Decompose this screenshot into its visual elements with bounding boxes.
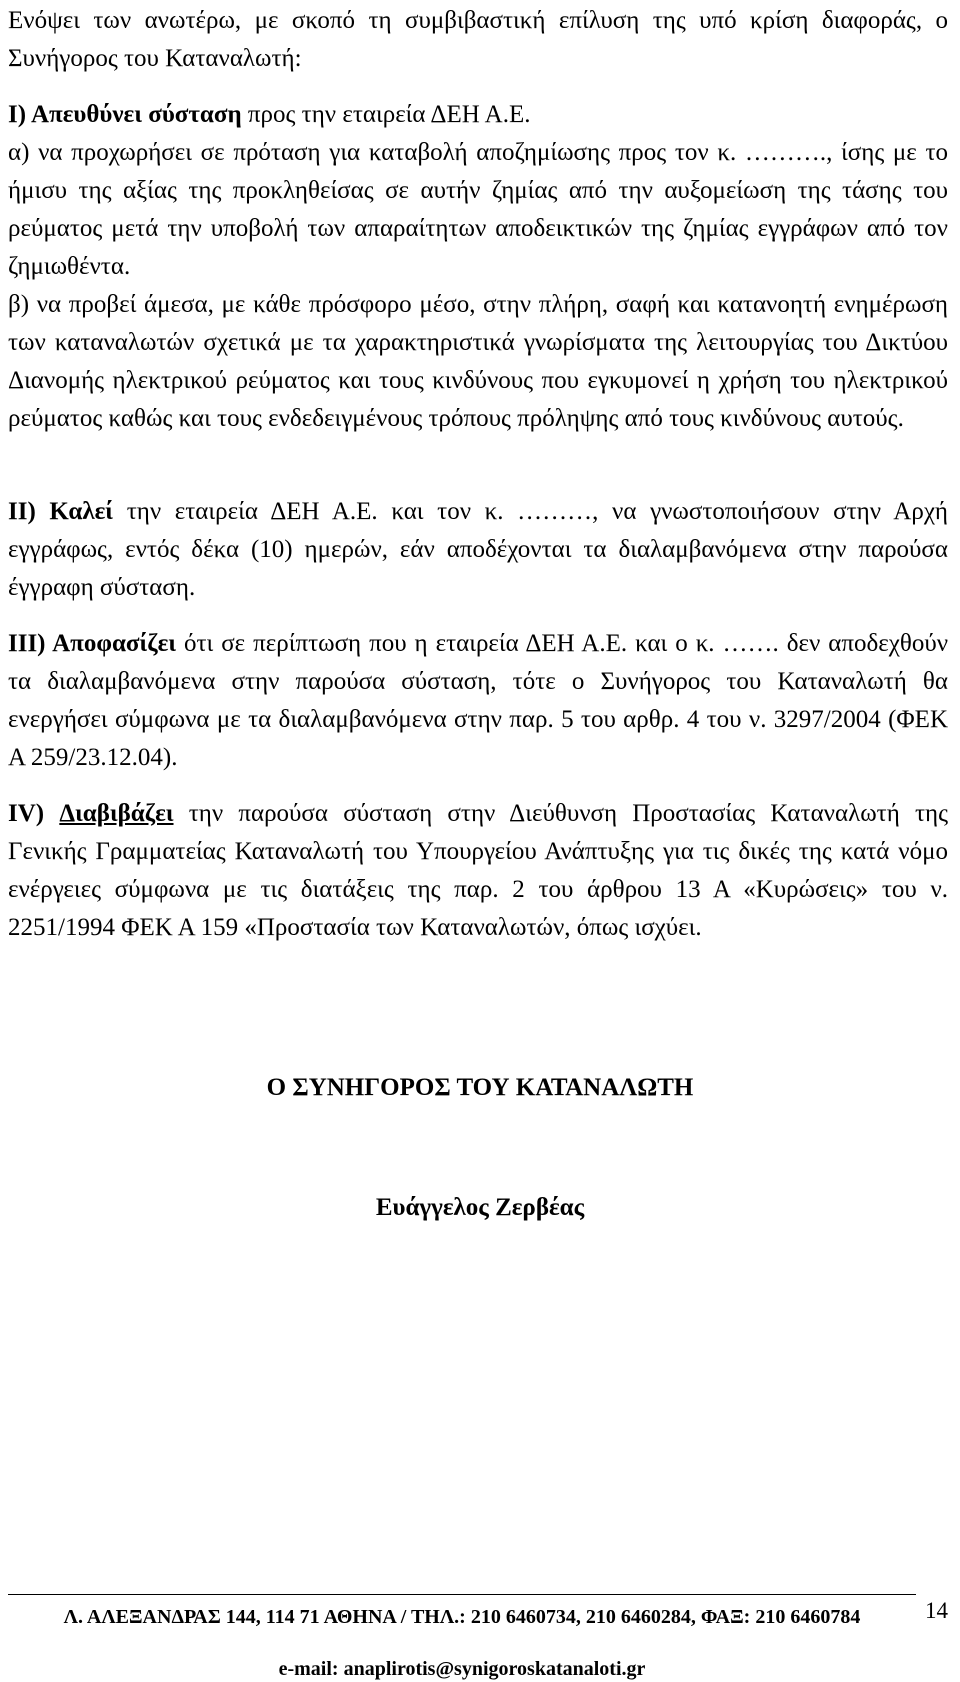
section-4-verb: Διαβιβάζει	[59, 800, 174, 827]
intro-paragraph: Ενόψει των ανωτέρω, με σκοπό τη συμβιβαστική επίλυση της υπό κρίση διαφοράς, ο Συνήγορος του Καταναλωτή:	[8, 7, 948, 72]
footer-email: e-mail: anaplirotis@synigoroskatanaloti.gr	[278, 1658, 646, 1680]
signature-title: Ο ΣΥΝΗΓΟΡΟΣ ΤΟΥ ΚΑΤΑΝΑΛΩΤΗ	[266, 1074, 694, 1101]
section-4-number: IV)	[8, 800, 60, 827]
page-number: 14	[925, 1598, 948, 1623]
section-3-paragraph	[8, 625, 948, 777]
section-1-heading	[8, 96, 948, 134]
section-3-verb: ΙΙΙ) Αποφασίζει	[8, 630, 177, 657]
footer-address: Λ. ΑΛΕΞΑΝΔΡΑΣ 144, 114 71 ΑΘΗΝΑ / ΤΗΛ.: 210 6460734, 210 6460284, ΦΑΞ: 210 6460784	[63, 1606, 861, 1628]
section-1-verb: Απευθύνει σύσταση	[30, 101, 242, 128]
section-1-item-a: α) να προχωρήσει σε πρόταση για καταβολή αποζημίωσης προς τον κ. ………., ίσης με το ήμισυ της αξίας της προκληθείσας σε αυτήν ζημίας από την αυξομείωση της τάσης του ρεύματος μετά την υποβολή των απαραίτητων αποδεικτικών της ζημίας εγγράφων από τον ζημιωθέντα.	[8, 139, 948, 280]
section-2-paragraph	[8, 493, 948, 607]
section-1-heading-rest: προς την εταιρεία ΔΕΗ Α.Ε.	[241, 101, 531, 128]
section-2-text: την εταιρεία ΔΕΗ Α.Ε. και τον κ. ………, να γνωστοποιήσουν στην Αρχή εγγράφως, εντός δέκα (10) ημερών, εάν αποδέχονται τα διαλαμβανόμενα στην παρούσα έγγραφη σύσταση.	[8, 498, 948, 601]
section-4-paragraph	[8, 795, 948, 947]
section-1-item-b: β) να προβεί άμεσα, με κάθε πρόσφορο μέσο, στην πλήρη, σαφή και κατανοητή ενημέρωση των καταναλωτών σχετικά με τα χαρακτηριστικά γνωρίσματα της λειτουργίας του Δικτύου Διανομής ηλεκτρικού ρεύματος και τους κινδύνους που εγκυμονεί η χρήση του ηλεκτρικού ρεύματος καθώς και τους ενδεδειγμένους τρόπους πρόληψης από τους κινδύνους αυτούς.	[8, 291, 948, 432]
section-1-number: Ι)	[8, 101, 31, 128]
signature-name: Ευάγγελος Ζερβέας	[375, 1194, 585, 1221]
section-4-text: την παρούσα σύσταση στην Διεύθυνση Προστασίας Καταναλωτή της Γενικής Γραμματείας Καταναλωτή του Υπουργείου Ανάπτυξης για τις δικές της κατά νόμο ενέργειες σύμφωνα με τις διατάξεις της παρ. 2 του άρθρου 13 Α «Κυρώσεις» του ν. 2251/1994 ΦΕΚ Α 159 «Προστασία των Καταναλωτών, όπως ισχύει.	[8, 800, 948, 941]
section-2-verb: ΙΙ) Καλεί	[8, 498, 114, 525]
section-3-text: ότι σε περίπτωση που η εταιρεία ΔΕΗ Α.Ε. και ο κ. ……. δεν αποδεχθούν τα διαλαμβανόμενα στην παρούσα σύσταση, τότε ο Συνήγορος του Καταναλωτή θα ενεργήσει σύμφωνα με τα διαλαμβανόμενα στην παρ. 5 του αρθρ. 4 του ν. 3297/2004 (ΦΕΚ Α 259/23.12.04).	[8, 630, 949, 771]
footer-divider	[8, 1594, 916, 1595]
